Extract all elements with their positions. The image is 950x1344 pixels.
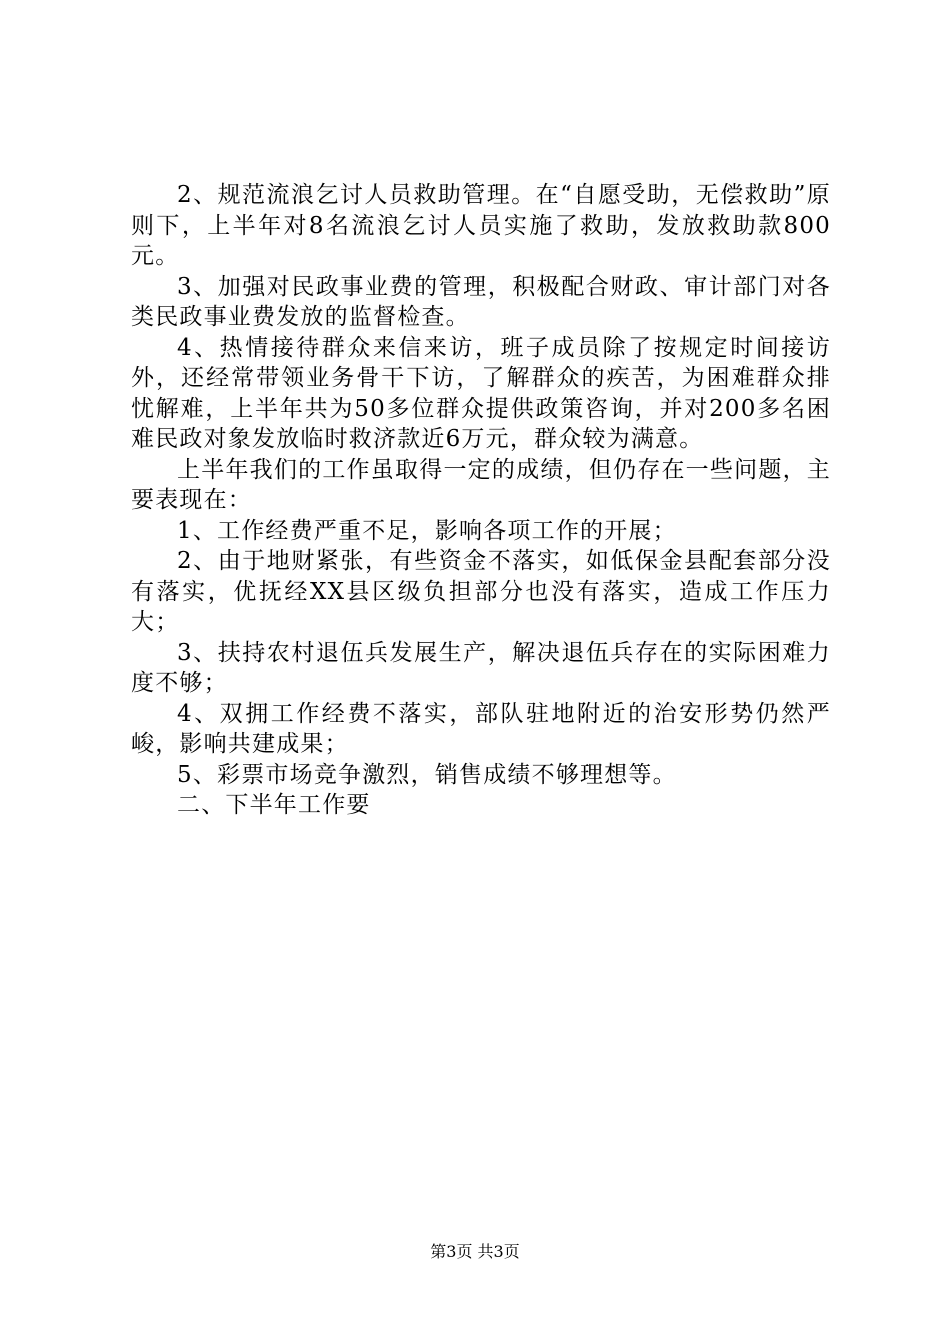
page-footer [0, 1242, 950, 1262]
paragraph-problems-intro: 上半年我们的工作虽取得一定的成绩，但仍存在一些问题，主要表现在： [131, 456, 831, 513]
page-indicator: 第3页 共3页 [430, 1242, 520, 1261]
paragraph-relief-management: 2、规范流浪乞讨人员救助管理。在“自愿受助，无偿救助”原则下，上半年对8名流浪乞讨人员实施了救助，发放救助款800元。 [131, 182, 831, 269]
paragraph-problem-2: 2、由于地财紧张，有些资金不落实，如低保金县配套部分没有落实，优抚经XX县区级负担部分也没有落实，造成工作压力大； [131, 548, 831, 635]
section-heading-second-half: 二、下半年工作要 [177, 792, 371, 818]
paragraph-public-visits: 4、热情接待群众来信来访，班子成员除了按规定时间接访外，还经常带领业务骨干下访，了解群众的疾苦，为困难群众排忧解难，上半年共为50多位群众提供政策咨询，并对200多名困难民政对象发放临时救济款近6万元，群众较为满意。 [131, 334, 831, 452]
paragraph-problem-3: 3、扶持农村退伍兵发展生产，解决退伍兵存在的实际困难力度不够； [131, 639, 831, 696]
paragraph-problem-4: 4、双拥工作经费不落实，部队驻地附近的治安形势仍然严峻，影响共建成果； [131, 700, 831, 757]
paragraph-funds-management: 3、加强对民政事业费的管理，积极配合财政、审计部门对各类民政事业费发放的监督检查。 [131, 273, 831, 330]
paragraph-problem-1: 1、工作经费严重不足，影响各项工作的开展； [177, 517, 677, 544]
paragraph-problem-5: 5、彩票市场竞争激烈，销售成绩不够理想等。 [177, 761, 677, 788]
document-body [131, 180, 831, 821]
